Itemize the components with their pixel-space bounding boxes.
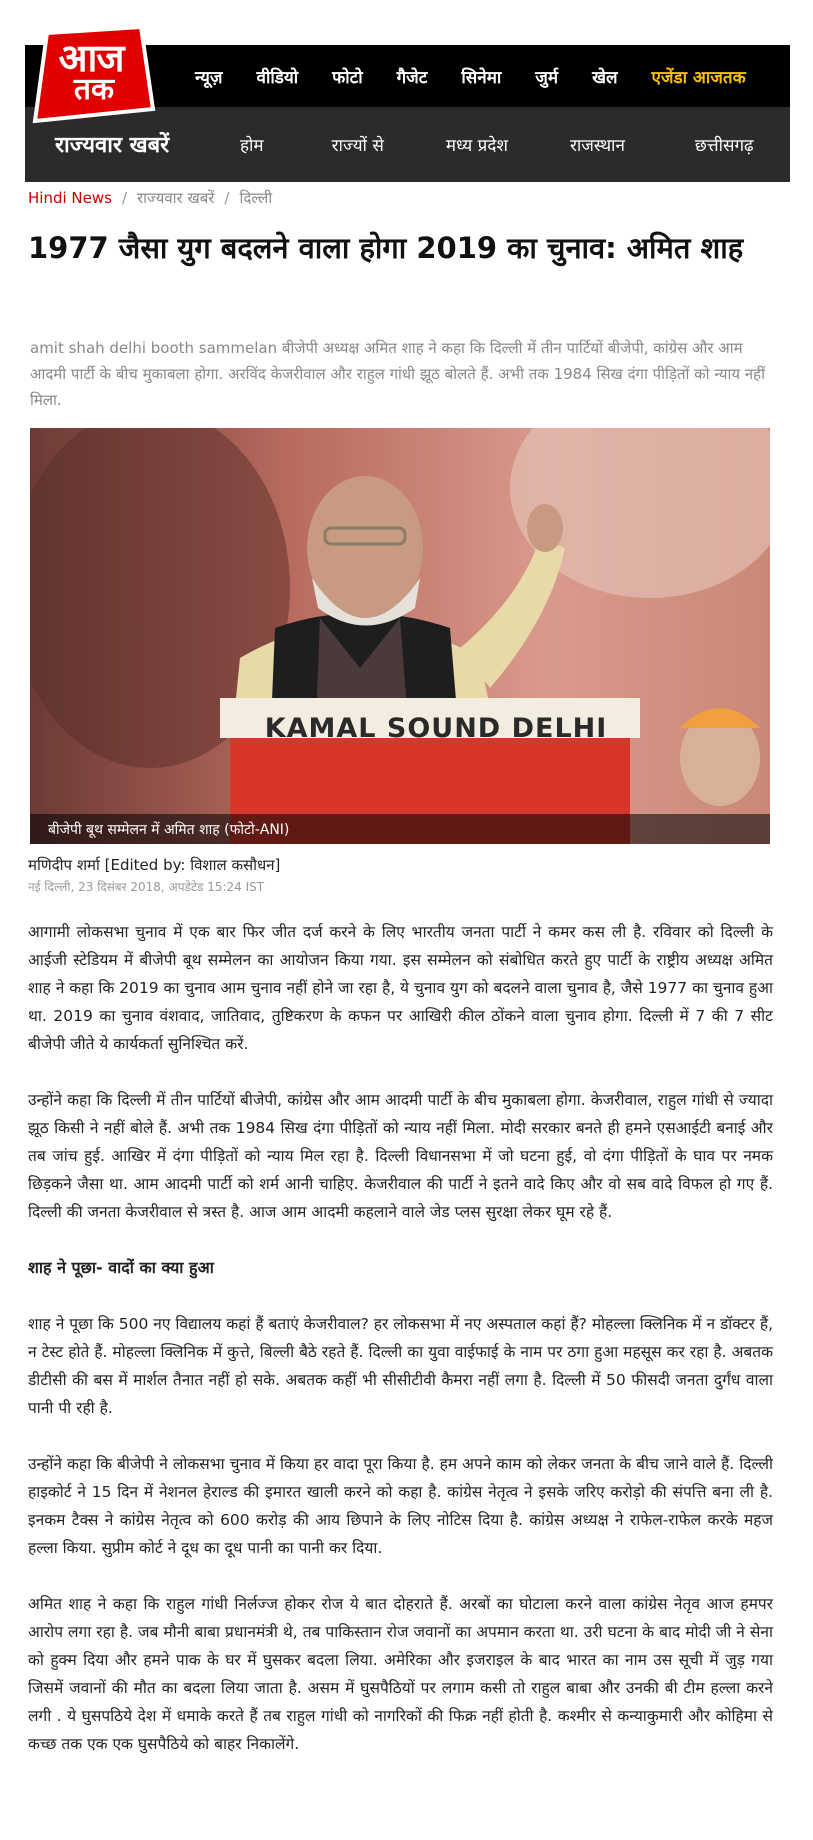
section-title[interactable]: राज्यवार खबरें: [55, 133, 170, 158]
nav-news[interactable]: न्यूज़: [195, 67, 223, 88]
site-header: [25, 36, 790, 182]
section-nav: [240, 107, 754, 182]
article-paragraph: शाह ने पूछा कि 500 नए विद्यालय कहां हैं बताएं केजरीवाल? हर लोकसभा में नए अस्पताल कहां हैं? मोहल्ला क्लिनिक में न डॉक्टर हैं, न टेस्ट होते हैं. मोहल्ला क्लिनिक में कुत्ते, बिल्ली बैठे रहते हैं. दिल्ली का युवा वाईफाई के नाम पर ठगा हुआ महसूस कर रहा है. अबतक डीटीसी की बस में मार्शल तैनात नहीं हो सके. अबतक कहीं भी सीसीटीवी कैमरा नहीं लगा है. दिल्ली में 50 फीसदी जनता दुर्गंध वाला पानी पी रही है.: [28, 1315, 773, 1417]
article-paragraph: उन्होंने कहा कि बीजेपी ने लोकसभा चुनाव में किया हर वादा पूरा किया है. हम अपने काम को लेकर जनता के बीच जाने वाले हैं. दिल्ली हाइकोर्ट ने 15 दिन में नेशनल हेराल्ड की इमारत खाली करने को कहा है. कांग्रेस नेतृत्व ने इसके जरिए करोड़ो की संपत्ति बना ली है. इनकम टैक्स ने कांग्रेस नेतृत्व को 600 करोड़ की आय छिपाने के लिए नोटिस दिया है. कांग्रेस अध्यक्ष ने राफेल-राफेल करके महज हल्ला किया. सुप्रीम कोर्ट ने दूध का दूध पानी का पानी कर दिया.: [28, 1455, 773, 1557]
breadcrumb-current[interactable]: दिल्ली: [239, 189, 273, 207]
article-hero-image[interactable]: [30, 428, 770, 844]
breadcrumb-section[interactable]: राज्यवार खबरें: [137, 189, 215, 207]
nav-agenda-aajtak[interactable]: एजेंडा आजतक: [651, 67, 746, 88]
breadcrumb-home[interactable]: Hindi News: [28, 189, 112, 207]
article-summary: amit shah delhi booth sammelan बीजेपी अध्यक्ष अमित शाह ने कहा कि दिल्ली में तीन पार्टियों बीजेपी, कांग्रेस और आम आदमी पार्टी के बीच मुकाबला होगा. अरविंद केजरीवाल और राहुल गांधी झूठ बोलते हैं. अभी तक 1984 सिख दंगा पीड़ितों को न्याय नहीं मिला.: [30, 339, 765, 409]
logo-text-aaj: आज: [58, 36, 124, 80]
article-headline: 1977 जैसा युग बदलने वाला होगा 2019 का चुनाव: अमित शाह: [28, 231, 744, 265]
nav-sports[interactable]: खेल: [592, 67, 618, 88]
article-body: [28, 918, 773, 1786]
subnav-madhya-pradesh[interactable]: मध्य प्रदेश: [445, 136, 508, 156]
aajtak-logo[interactable]: [29, 25, 159, 125]
nav-photo[interactable]: फोटो: [332, 67, 363, 88]
nav-video[interactable]: वीडियो: [256, 67, 299, 88]
subnav-chhattisgarh[interactable]: छत्तीसगढ़: [694, 136, 754, 156]
breadcrumb-separator: /: [121, 189, 128, 207]
article-dateline: नई दिल्ली, 23 दिसंबर 2018, अपडेटेड 15:24 IST: [28, 880, 265, 894]
nav-cinema[interactable]: सिनेमा: [461, 67, 502, 88]
article-paragraph: आगामी लोकसभा चुनाव में एक बार फिर जीत दर्ज करने के लिए भारतीय जनता पार्टी ने कमर कस ली है. रविवार को दिल्ली के आईजी स्टेडियम में बीजेपी बूथ सम्मेलन का आयोजन किया गया. इस सम्मेलन को संबोधित करते हुए पार्टी के राष्ट्रीय अध्यक्ष अमित शाह ने कहा कि 2019 का चुनाव आम चुनाव नहीं होने जा रहा है, ये चुनाव युग को बदलने वाला चुनाव है, जैसे 1977 का चुनाव हुआ था. 2019 का चुनाव वंशवाद, जातिवाद, तुष्टिकरण के कफन पर आखिरी कील ठोंकने वाला चुनाव होगा. दिल्ली में 7 की 7 सीट बीजेपी जीते ये कार्यकर्ता सुनिश्चित करें.: [28, 923, 773, 1053]
image-caption: बीजेपी बूथ सम्मेलन में अमित शाह (फोटो-ANI): [48, 822, 290, 838]
breadcrumb: [28, 188, 272, 208]
subnav-rajasthan[interactable]: राजस्थान: [569, 136, 625, 156]
nav-gadget[interactable]: गैजेट: [396, 67, 428, 88]
logo-text-tak: तक: [73, 72, 115, 107]
speaker-photo: [30, 428, 770, 844]
nav-crime[interactable]: जुर्म: [535, 67, 559, 88]
breadcrumb-separator: /: [224, 189, 230, 207]
article-paragraph: अमित शाह ने कहा कि राहुल गांधी निर्लज्ज होकर रोज ये बात दोहराते हैं. अरबों का घोटाला करने वाला कांग्रेस नेतृव आज हमपर आरोप लगा रहा है. जब मौनी बाबा प्रधानमंत्री थे, तब पाकिस्तान रोज जवानों का अपमान करता था. उरी घटना के बाद मोदी जी ने सेना को हुक्म दिया और हमने पाक के घर में घुसकर बदला लिया. अमेरिका और इजराइल के बाद भारत का नाम उस सूची में जुड़ गया जिसमें जवानों की मौत का बदला लिया जाता है. असम में घुसपैठियों पर लगाम कसी तो राहुल बाबा और उनकी बी टीम हल्ला करने लगी . ये घुसपठिये देश में धमाके करते हैं तब राहुल गांधी को नागरिकों की फिक्र नहीं होती है. कश्मीर से कन्याकुमारी और कोहिमा से कच्छ तक एक एक घुसपैठिये को बाहर निकालेंगे.: [28, 1595, 773, 1753]
article-byline[interactable]: मणिदीप शर्मा [Edited by: विशाल कसौधन]: [28, 856, 281, 874]
subnav-states[interactable]: राज्यों से: [331, 136, 384, 156]
main-nav: [195, 45, 746, 107]
article-subheading: शाह ने पूछा- वादों का क्या हुआ: [28, 1258, 214, 1277]
subnav-home[interactable]: होम: [240, 136, 264, 156]
article-paragraph: उन्होंने कहा कि दिल्ली में तीन पार्टियों बीजेपी, कांग्रेस और आम आदमी पार्टी के बीच मुकाबला होगा. केजरीवाल, राहुल गांधी से ज्यादा झूठ किसी ने नहीं बोले हैं. अभी तक 1984 सिख दंगा पीड़ितों को न्याय नहीं मिला. मोदी सरकार बनते ही हमने एसआईटी बनाई और तब जांच हुई. आखिर में दंगा पीड़ितों को न्याय मिल रहा है. दिल्ली विधानसभा में जो घटना हुई, वो दंगा पीड़ितों के घाव पर नमक छिड़कने जैसा था. आम आदमी पार्टी को शर्म आनी चाहिए. केजरीवाल की पार्टी ने इतने वादे किए और वो सब वादे विफल हो गए हैं. दिल्ली की जनता केजरीवाल से त्रस्त है. आज आम आदमी कहलाने वाले जेड प्लस सुरक्षा लेकर घूम रहे हैं.: [28, 1091, 773, 1221]
top-nav-bar: [25, 36, 790, 107]
podium-sign: KAMAL SOUND DELHI: [264, 713, 608, 744]
